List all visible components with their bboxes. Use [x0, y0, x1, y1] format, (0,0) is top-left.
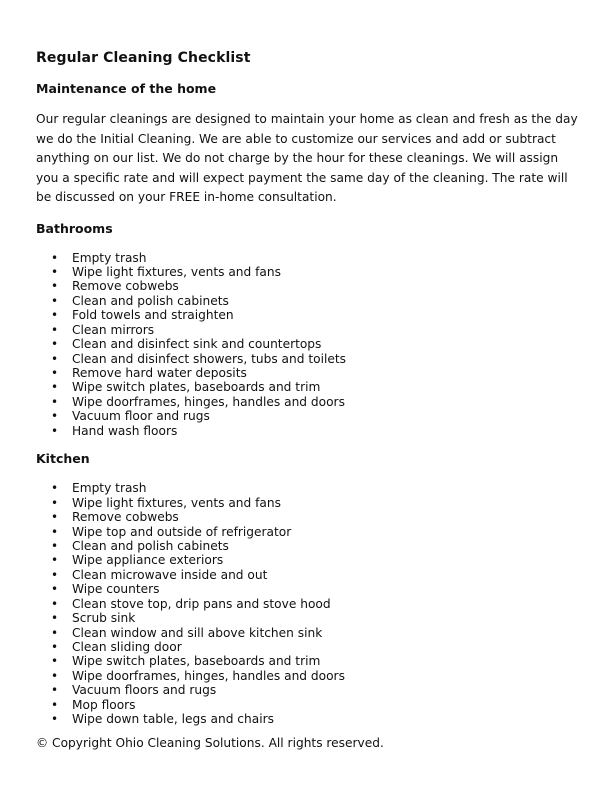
checklist-item	[36, 626, 576, 640]
document-page	[36, 48, 576, 751]
checklist-item	[36, 525, 576, 539]
bullet-icon: •	[51, 553, 59, 568]
checklist-item	[36, 323, 576, 337]
checklist-item	[36, 553, 576, 567]
checklist-item	[36, 481, 576, 495]
checklist-item-label: Empty trash	[72, 250, 147, 265]
checklist-item-label: Wipe light fixtures, vents and fans	[72, 264, 281, 279]
bullet-icon: •	[51, 524, 59, 539]
checklist-item-label: Remove cobwebs	[72, 279, 179, 294]
bullet-icon: •	[51, 394, 59, 409]
checklist-item-label: Clean and disinfect showers, tubs and toilets	[72, 351, 346, 366]
document-title: Regular Cleaning Checklist	[36, 50, 251, 66]
checklist-item	[36, 712, 576, 726]
checklist-item-label: Clean and polish cabinets	[72, 293, 229, 308]
checklist-item-label: Remove hard water deposits	[72, 366, 247, 380]
checklist-item-label: Hand wash floors	[72, 423, 178, 438]
checklist-item-label: Clean and polish cabinets	[72, 538, 229, 553]
bullet-icon: •	[51, 668, 59, 683]
checklist-item	[36, 308, 576, 322]
bullet-icon: •	[51, 654, 59, 669]
checklist-item	[36, 294, 576, 308]
bullet-icon: •	[51, 697, 59, 712]
checklist-item-label: Empty trash	[72, 481, 147, 496]
checklist-item-label: Remove cobwebs	[72, 510, 179, 525]
bathrooms-heading: Bathrooms	[36, 220, 113, 236]
copyright-notice: © Copyright Ohio Cleaning Solutions. All rights reserved.	[36, 735, 384, 750]
checklist-item-label: Clean mirrors	[72, 322, 155, 337]
checklist-item-label: Wipe doorframes, hinges, handles and doors	[72, 394, 345, 409]
bullet-icon: •	[51, 380, 59, 395]
bullet-icon: •	[51, 351, 59, 366]
checklist-item	[36, 539, 576, 553]
bullet-icon: •	[51, 337, 59, 352]
checklist-item-label: Wipe light fixtures, vents and fans	[72, 495, 281, 510]
checklist-item	[36, 265, 576, 279]
bullet-icon: •	[51, 322, 59, 337]
bullet-icon: •	[51, 625, 59, 640]
checklist-item-label: Vacuum floor and rugs	[72, 409, 210, 424]
checklist-item	[36, 611, 576, 625]
bullet-icon: •	[51, 712, 59, 727]
bullet-icon: •	[51, 250, 59, 265]
bullet-icon: •	[51, 481, 59, 496]
kitchen-checklist	[36, 481, 576, 726]
checklist-item-label: Mop floors	[72, 697, 136, 712]
checklist-item	[36, 352, 576, 366]
checklist-item-label: Clean microwave inside and out	[72, 567, 268, 582]
bullet-icon: •	[51, 279, 59, 294]
bullet-icon: •	[51, 495, 59, 510]
checklist-item	[36, 683, 576, 697]
checklist-item	[36, 395, 576, 409]
checklist-item	[36, 409, 576, 423]
checklist-item	[36, 654, 576, 668]
checklist-item	[36, 698, 576, 712]
checklist-item	[36, 597, 576, 611]
checklist-item-label: Wipe counters	[72, 582, 160, 597]
bullet-icon: •	[51, 264, 59, 279]
document-subtitle: Maintenance of the home	[36, 81, 217, 96]
checklist-item	[36, 424, 576, 438]
checklist-item-label: Wipe top and outside of refrigerator	[72, 524, 292, 539]
bullet-icon: •	[51, 366, 59, 380]
checklist-item-label: Clean and disinfect sink and countertops	[72, 337, 322, 352]
checklist-item-label: Wipe down table, legs and chairs	[72, 712, 274, 727]
checklist-item	[36, 669, 576, 683]
checklist-item	[36, 510, 576, 524]
bullet-icon: •	[51, 423, 59, 438]
bullet-icon: •	[51, 596, 59, 611]
checklist-item	[36, 496, 576, 510]
checklist-item	[36, 380, 576, 394]
kitchen-heading: Kitchen	[36, 451, 90, 467]
bullet-icon: •	[51, 582, 59, 597]
checklist-item	[36, 279, 576, 293]
bullet-icon: •	[51, 640, 59, 654]
checklist-item	[36, 640, 576, 654]
checklist-item	[36, 582, 576, 596]
checklist-item	[36, 251, 576, 265]
checklist-item-label: Vacuum floors and rugs	[72, 683, 217, 698]
checklist-item-label: Clean sliding door	[72, 640, 182, 654]
checklist-item	[36, 337, 576, 351]
checklist-item	[36, 366, 576, 380]
checklist-item-label: Clean window and sill above kitchen sink	[72, 625, 323, 640]
checklist-item-label: Wipe appliance exteriors	[72, 553, 224, 568]
bullet-icon: •	[51, 538, 59, 553]
bullet-icon: •	[51, 510, 59, 525]
intro-paragraph: Our regular cleanings are designed to maintain your home as clean and fresh as the day we do the Initial Cleaning. We are able to customize our services and add or subtract anything on our list. We do not charge by the hour for these cleanings. We will assign you a specific rate and will expect payment the same day of the cleaning. The rate will be discussed on your FREE in-home consultation.	[36, 112, 578, 204]
checklist-item-label: Scrub sink	[72, 611, 136, 626]
checklist-item-label: Wipe switch plates, baseboards and trim	[72, 654, 321, 669]
checklist-item	[36, 568, 576, 582]
bullet-icon: •	[51, 567, 59, 582]
bullet-icon: •	[51, 409, 59, 424]
bullet-icon: •	[51, 611, 59, 626]
checklist-item-label: Fold towels and straighten	[72, 308, 234, 323]
bathrooms-checklist	[36, 251, 576, 439]
bullet-icon: •	[51, 308, 59, 323]
checklist-item-label: Wipe switch plates, baseboards and trim	[72, 380, 321, 395]
checklist-item-label: Clean stove top, drip pans and stove hood	[72, 596, 331, 611]
checklist-item-label: Wipe doorframes, hinges, handles and doors	[72, 668, 345, 683]
bullet-icon: •	[51, 293, 59, 308]
bullet-icon: •	[51, 683, 59, 698]
